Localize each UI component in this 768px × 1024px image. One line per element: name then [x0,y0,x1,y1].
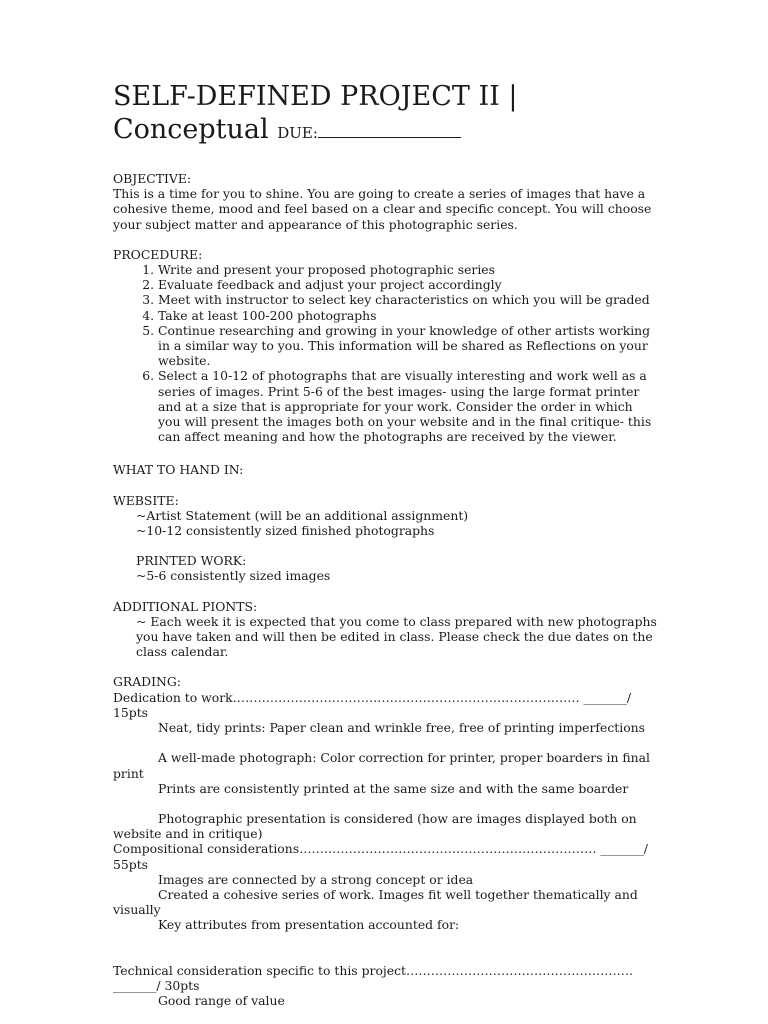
procedure-step: 2. Evaluate feedback and adjust your project accordingly [158,277,658,292]
additional-section [113,599,658,660]
grading-criterion: Prints are consistently printed at the same size and with the same boarder [158,780,629,796]
procedure-step: 3. Meet with instructor to select key characteristics on which you will be graded [158,292,658,307]
grading-criterion: A well-made photograph: Color correction for printer, proper boarders in final print [113,750,650,781]
title-line-1: SELF-DEFINED PROJECT II | [113,81,518,112]
title-line-2: Conceptual [113,114,269,145]
procedure-list [113,262,658,444]
document-title [113,80,658,150]
procedure-step: 4. Take at least 100-200 photographs [158,308,658,323]
additional-text: ~ Each week it is expected that you come to class prepared with new photographs you have taken and will then be edited in class. Please check the due dates on the class calendar. [136,613,657,660]
grading-dedication: Dedication to work………………………………………………………………………… _______/ 15pts [113,689,632,720]
due-date-blank [318,123,461,138]
grading-criterion: Key attributes from presentation accounted for: [158,917,460,933]
website-heading: WEBSITE: [113,492,179,508]
procedure-step: 5. Continue researching and growing in your knowledge of other artists working in a similar way to you. This information will be shared as Reflections on your website. [158,323,658,369]
additional-heading: ADDITIONAL PIONTS: [113,598,258,614]
document-page [113,80,658,1008]
printed-item: ~5-6 consistently sized images [136,568,331,584]
procedure-step: 6. Select a 10-12 of photographs that are visually interesting and work well as a series of images. Print 5-6 of the best images- using the large format printer and at a size that is appropriate for your work. Consider the order in which you will present the images both on your website and in the final critique- this can affect meaning and how the photographs are received by the viewer. [158,368,658,444]
procedure-section [113,247,658,445]
objective-section [113,171,658,232]
grading-section [113,674,658,1008]
grading-criterion: Neat, tidy prints: Paper clean and wrinkle free, free of printing imperfections [158,720,646,736]
hand-in-heading: WHAT TO HAND IN: [113,462,244,478]
grading-criterion: Created a cohesive series of work. Images fit well together thematically and visually [113,886,638,918]
due-label: DUE: [277,124,318,142]
grading-composition: Compositional considerations……………………………………………………………… _______/ 55pts [113,841,648,872]
printed-heading: PRINTED WORK: [136,553,247,569]
website-item: ~10-12 consistently sized finished photographs [136,523,435,539]
objective-text: This is a time for you to shine. You are going to create a series of images that have a cohesive theme, mood and feel based on a clear and specific concept. You will choose your subject matter and appearance of this photographic series. [113,186,652,232]
objective-heading: OBJECTIVE: [113,171,192,186]
grading-criterion: Good range of value [158,992,285,1008]
grading-technical: Technical consideration specific to this project………………………………………………. _______/ 30pts [113,962,633,993]
hand-in-section [113,462,658,583]
procedure-step: 1. Write and present your proposed photographic series [158,262,658,277]
grading-heading: GRADING: [113,674,181,690]
procedure-heading: PROCEDURE: [113,246,203,262]
website-item: ~Artist Statement (will be an additional assignment) [136,507,469,523]
grading-criterion: Images are connected by a strong concept or idea [158,871,474,887]
grading-criterion: Photographic presentation is considered (how are images displayed both on website and in critique) [113,810,637,842]
